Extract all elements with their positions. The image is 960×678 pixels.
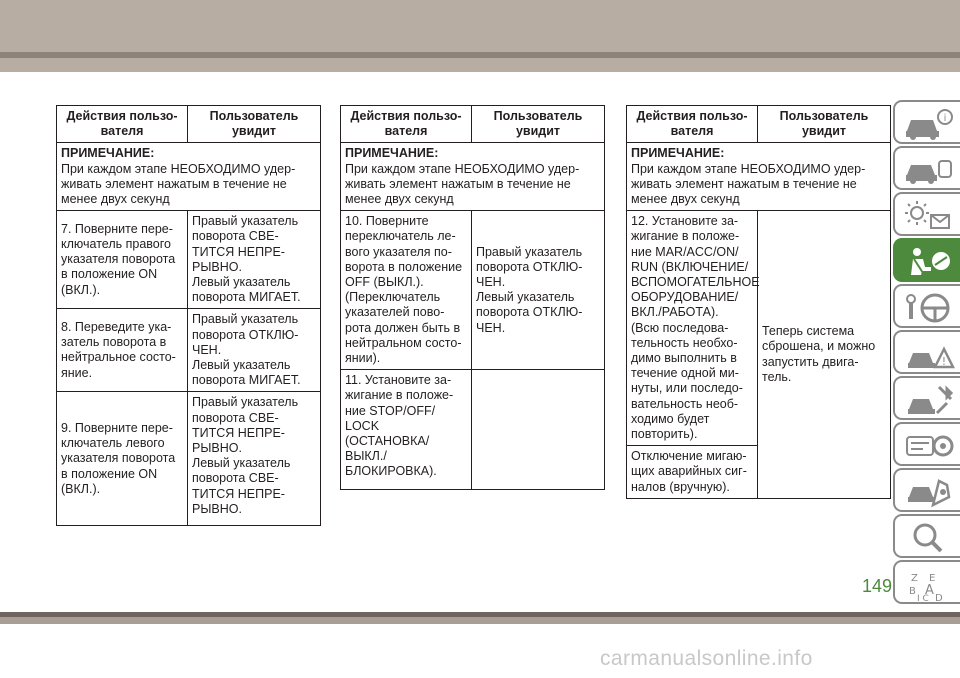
side-tab-car-key[interactable]: [893, 146, 960, 190]
side-tab-multimedia[interactable]: [893, 468, 960, 512]
side-tab-starting-driving[interactable]: [893, 284, 960, 328]
header-user-sees: Пользователь увидит: [188, 106, 321, 143]
result-cell: Теперь система сброшена, и можно запустить двига- тель.: [758, 211, 891, 499]
car-info-icon: [903, 107, 955, 141]
note-cell: [57, 143, 321, 211]
table-row: [341, 211, 605, 370]
multimedia-icon: [903, 475, 955, 509]
procedure-table-1: [56, 105, 321, 526]
side-tab-specifications[interactable]: [893, 422, 960, 466]
header-user-actions: Действия пользо- вателя: [57, 106, 188, 143]
svg-text:E: E: [929, 573, 936, 584]
table-header-row: [57, 106, 321, 143]
header-user-actions: Действия пользо- вателя: [341, 106, 472, 143]
note-title: ПРИМЕЧАНИЕ:: [61, 146, 155, 161]
table-row: [341, 370, 605, 490]
table-row: [57, 309, 321, 392]
action-cell: 10. Поверните переключатель ле- вого указателя по- ворота в положение OFF (ВЫКЛ.). (Переключатель указателей пово- рота должен быть в нейтральном состо- янии).: [341, 211, 472, 370]
side-tab-emergency[interactable]: [893, 330, 960, 374]
svg-text:!: !: [941, 355, 947, 368]
svg-text:I C: I C: [917, 594, 929, 601]
side-tab-language-index[interactable]: [893, 560, 960, 604]
page-number: 149: [861, 576, 892, 596]
table-header-row: [627, 106, 891, 143]
note-row: [57, 143, 321, 211]
note-text: При каждом этапе НЕОБХОДИМО удер- живать элемент нажатым в течение не менее двух секунд: [345, 161, 580, 207]
header-user-sees: Пользователь увидит: [758, 106, 891, 143]
action-cell: Отключение мигаю- щих аварийных сиг- налов (вручную).: [627, 446, 758, 499]
side-tab-warning-lights[interactable]: [893, 192, 960, 236]
language-index-icon: [903, 567, 955, 601]
header-user-actions: Действия пользо- вателя: [627, 106, 758, 143]
side-tab-safety[interactable]: [893, 238, 960, 282]
action-cell: 8. Переведите ука- затель поворота в нейтральное состо- яние.: [57, 309, 188, 392]
note-cell: [341, 143, 605, 211]
svg-text:A: A: [925, 583, 934, 598]
svg-text:i: i: [943, 113, 947, 124]
side-tab-search[interactable]: [893, 514, 960, 558]
car-key-icon: [903, 153, 955, 187]
table-header-row: [341, 106, 605, 143]
specifications-icon: [903, 429, 955, 463]
result-cell: Правый указатель поворота ОТКЛЮ- ЧЕН. Левый указатель поворота МИГАЕТ.: [188, 309, 321, 392]
action-cell: 11. Установите за- жигание в положе- ние STOP/OFF/ LOCK (ОСТАНОВКА/ ВЫКЛ./ БЛОКИРОВКА).: [341, 370, 472, 490]
procedure-table-2: [340, 105, 605, 490]
svg-text:Z: Z: [911, 573, 918, 584]
table-row: [627, 211, 891, 446]
result-cell: [472, 370, 605, 490]
procedure-table-3: [626, 105, 891, 499]
note-text: При каждом этапе НЕОБХОДИМО удер- живать элемент нажатым в течение не менее двух секунд: [631, 161, 866, 207]
service-wrench-icon: [903, 383, 955, 417]
note-row: [627, 143, 891, 211]
note-row: [341, 143, 605, 211]
svg-text:B: B: [909, 586, 916, 597]
watermark: carmanualsonline.info: [600, 647, 813, 670]
header-user-sees: Пользователь увидит: [472, 106, 605, 143]
svg-text:D: D: [935, 593, 943, 601]
result-cell: Правый указатель поворота ОТКЛЮ- ЧЕН. Левый указатель поворота ОТКЛЮ- ЧЕН.: [472, 211, 605, 370]
result-cell: Правый указатель поворота СВЕ- ТИТСЯ НЕПРЕ- РЫВНО. Левый указатель поворота СВЕ- ТИТСЯ НЕПРЕ- РЫВНО.: [188, 392, 321, 526]
action-cell: 7. Поверните пере- ключатель правого указателя поворота в положение ON (ВКЛ.).: [57, 211, 188, 309]
side-tab-service[interactable]: [893, 376, 960, 420]
search-index-icon: [903, 521, 955, 555]
table-row: [57, 211, 321, 309]
safety-airbag-icon: [903, 245, 955, 279]
bottom-band-dark-stripe: [0, 612, 960, 617]
starting-driving-icon: [903, 291, 955, 325]
note-cell: [627, 143, 891, 211]
action-cell: 12. Установите за- жигание в положе- ние MAR/ACC/ON/ RUN (ВКЛЮЧЕНИЕ/ ВСПОМОГАТЕЛЬНОЕ ОБОРУДОВАНИЕ/ ВКЛ./РАБОТА). (Всю последова- тельность необхо- димо выполнить в течение одной ми- нуты, или последо- вательность необ- ходимо будет повторить).: [627, 211, 758, 446]
action-cell: 9. Поверните пере- ключатель левого указателя поворота в положение ON (ВКЛ.).: [57, 392, 188, 526]
bottom-decorative-band: [0, 612, 960, 624]
note-title: ПРИМЕЧАНИЕ:: [631, 146, 725, 161]
result-cell: Правый указатель поворота СВЕ- ТИТСЯ НЕПРЕ- РЫВНО. Левый указатель поворота МИГАЕТ.: [188, 211, 321, 309]
emergency-triangle-icon: [903, 337, 955, 371]
top-decorative-band: [0, 0, 960, 72]
note-text: При каждом этапе НЕОБХОДИМО удер- живать элемент нажатым в течение не менее двух секунд: [61, 161, 296, 207]
side-tab-car-info[interactable]: [893, 100, 960, 144]
note-title: ПРИМЕЧАНИЕ:: [345, 146, 439, 161]
table-row: [57, 392, 321, 526]
warning-lights-icon: [903, 199, 955, 233]
top-band-stripe: [0, 52, 960, 58]
